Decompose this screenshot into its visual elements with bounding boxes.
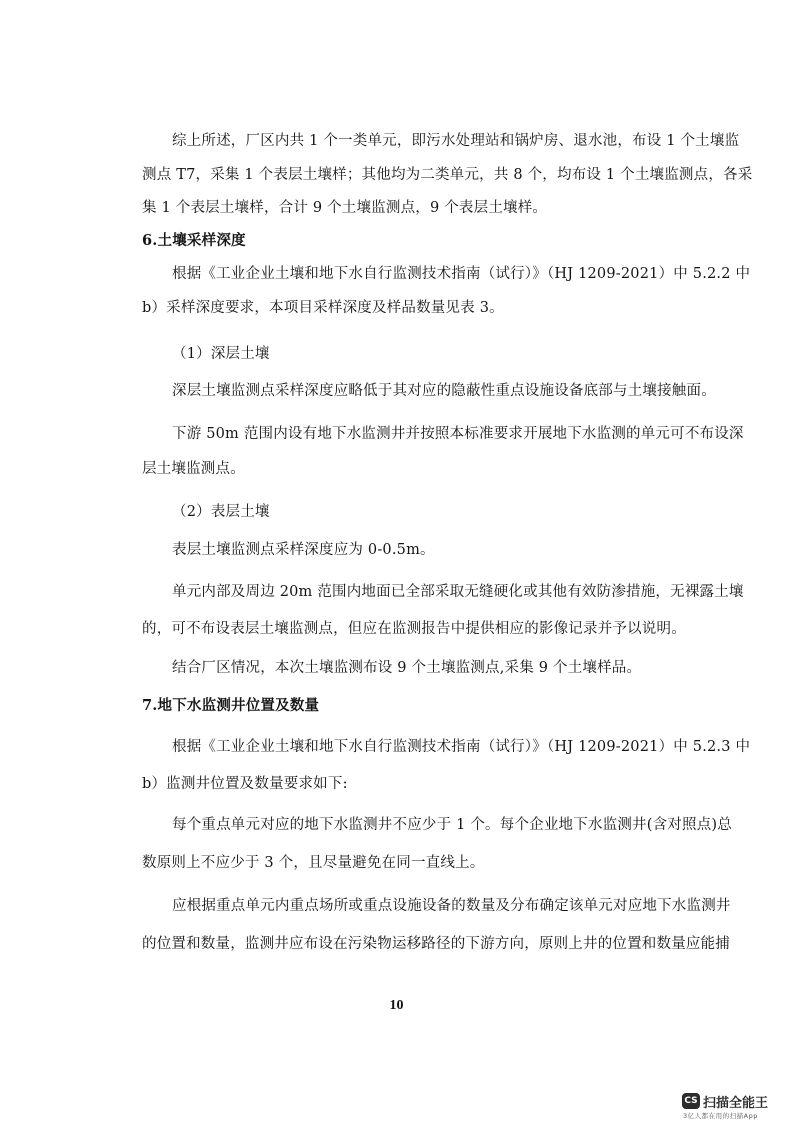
page-number: 10 [389, 998, 404, 1013]
scanner-watermark [682, 1093, 787, 1121]
paragraph-line: 结合厂区情况，本次土壤监测布设 9 个土壤监测点,采集 9 个土壤样品。 [172, 660, 642, 676]
paragraph-line: 根据《工业企业土壤和地下水自行监测技术指南（试行）》（HJ 1209-2021）中 5.2.3 中 [172, 739, 751, 755]
watermark-slogan: 3亿人都在用的扫描App [683, 1112, 758, 1120]
camscanner-logo-icon: CS [682, 1093, 700, 1109]
paragraph-line: 的位置和数量，监测井应布设在污染物运移路径的下游方向，原则上井的位置和数量应能捕 [142, 936, 730, 952]
paragraph-line: 测点 T7，采集 1 个表层土壤样；其他均为二类单元，共 8 个，均布设 1 个土壤监测点，各采 [142, 167, 753, 183]
paragraph-line: 综上所述，厂区内共 1 个一类单元，即污水处理站和锅炉房、退水池，布设 1 个土壤监 [172, 133, 740, 149]
paragraph-line: 层土壤监测点。 [142, 461, 245, 477]
paragraph-line: 每个重点单元对应的地下水监测井不应少于 1 个。每个企业地下水监测井(含对照点)总 [172, 817, 732, 833]
subheading-deep-soil: （1）深层土壤 [172, 346, 270, 362]
paragraph-line: 根据《工业企业土壤和地下水自行监测技术指南（试行）》（HJ 1209-2021）中 5.2.2 中 [172, 266, 751, 282]
paragraph-line: 集 1 个表层土壤样，合计 9 个土壤监测点，9 个表层土壤样。 [142, 200, 548, 216]
paragraph-line: 单元内部及周边 20m 范围内地面已全部采取无缝硬化或其他有效防渗措施，无裸露土壤 [172, 584, 744, 600]
section-heading-7: 7.地下水监测井位置及数量 [142, 697, 320, 714]
paragraph-line: b）监测井位置及数量要求如下: [142, 776, 348, 792]
paragraph-line: 数原则上不应少于 3 个，且尽量避免在同一直线上。 [142, 855, 485, 871]
paragraph-line: b）采样深度要求，本项目采样深度及样品数量见表 3。 [142, 300, 504, 316]
paragraph-line: 应根据重点单元内重点场所或重点设施设备的数量及分布确定该单元对应地下水监测井 [172, 898, 731, 914]
paragraph-line: 深层土壤监测点采样深度应略低于其对应的隐蔽性重点设施设备底部与土壤接触面。 [172, 383, 716, 399]
section-heading-6: 6.土壤采样深度 [142, 232, 246, 249]
subheading-surface-soil: （2）表层土壤 [172, 504, 270, 520]
paragraph-line: 表层土壤监测点采样深度应为 0-0.5m。 [172, 542, 435, 558]
paragraph-line: 的，可不布设表层土壤监测点，但应在监测报告中提供相应的影像记录并予以说明。 [142, 621, 686, 637]
watermark-app-name: 扫描全能王 [703, 1096, 769, 1111]
paragraph-line: 下游 50m 范围内设有地下水监测井并按照本标准要求开展地下水监测的单元可不布设深 [172, 426, 744, 442]
